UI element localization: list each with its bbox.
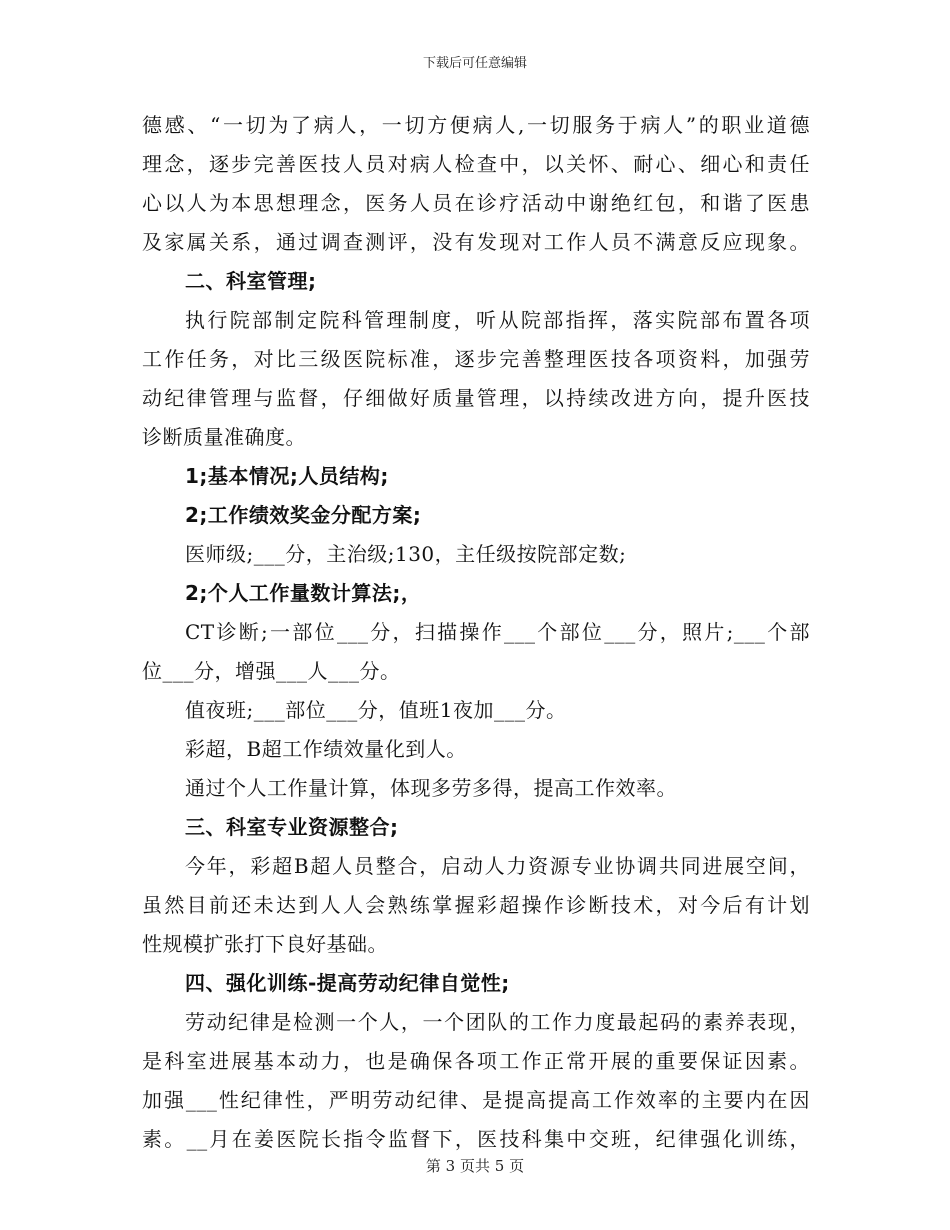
subsection-heading: 1;基本情况;人员结构; xyxy=(185,464,389,488)
paragraph-line: 心以人为本思想理念，医务人员在诊疗活动中谢绝红包，和谐了医患 xyxy=(142,191,810,215)
section-heading: 二、科室管理; xyxy=(185,269,317,293)
section-heading: 四、强化训练-提高劳动纪律自觉性; xyxy=(185,971,510,995)
paragraph-line: 德感、“一切为了病人，一切方便病人,一切服务于病人”的职业道德 xyxy=(142,113,810,137)
paragraph-line: 是科室进展基本动力，也是确保各项工作正常开展的重要保证因素。 xyxy=(142,1049,810,1073)
paragraph-line: 性规模扩张打下良好基础。 xyxy=(142,932,388,956)
paragraph-line: 工作任务，对比三级医院标准，逐步完善整理医技各项资料，加强劳 xyxy=(142,347,810,371)
paragraph-line: 医师级;___分，主治级;130，主任级按院部定数; xyxy=(185,542,627,566)
paragraph-line: 诊断质量准确度。 xyxy=(142,425,306,449)
paragraph-line: 虽然目前还未达到人人会熟练掌握彩超操作诊断技术，对今后有计划 xyxy=(142,893,810,917)
paragraph-line: 值夜班;___部位___分，值班1夜加___分。 xyxy=(185,698,567,722)
paragraph-line: 执行院部制定院科管理制度，听从院部指挥，落实院部布置各项 xyxy=(185,308,810,332)
paragraph-line: 及家属关系，通过调查测评，没有发现对工作人员不满意反应现象。 xyxy=(142,230,810,254)
paragraph-line: 理念，逐步完善医技人员对病人检查中，以关怀、耐心、细心和责任 xyxy=(142,152,810,176)
paragraph-line: 加强___性纪律性，严明劳动纪律、是提高提高工作效率的主要内在因 xyxy=(142,1088,810,1112)
paragraph-line: 素。__月在姜医院长指令监督下，医技科集中交班，纪律强化训练， xyxy=(142,1127,810,1151)
paragraph-line: 今年，彩超B超人员整合，启动人力资源专业协调共同进展空间， xyxy=(185,854,810,878)
section-heading: 三、科室专业资源整合; xyxy=(185,815,399,839)
paragraph-line: 动纪律管理与监督，仔细做好质量管理，以持续改进方向，提升医技 xyxy=(142,386,810,410)
subsection-heading: 2;工作绩效奖金分配方案; xyxy=(185,503,422,527)
paragraph-line: 劳动纪律是检测一个人，一个团队的工作力度最起码的素养表现， xyxy=(185,1010,810,1034)
page-footer: 第 3 页共 5 页 xyxy=(425,1157,525,1175)
paragraph-line: 彩超，B超工作绩效量化到人。 xyxy=(185,737,467,761)
paragraph-line: 通过个人工作量计算，体现多劳多得，提高工作效率。 xyxy=(185,776,677,800)
page-header: 下载后可任意编辑 xyxy=(422,56,527,71)
document-body xyxy=(142,106,810,1159)
paragraph-line: 位___分，增强___人___分。 xyxy=(142,659,401,683)
paragraph-line: CT诊断;一部位___分，扫描操作___个部位___分，照片;___个部 xyxy=(185,620,810,644)
subsection-heading: 2;个人工作量数计算法;， xyxy=(185,581,422,605)
